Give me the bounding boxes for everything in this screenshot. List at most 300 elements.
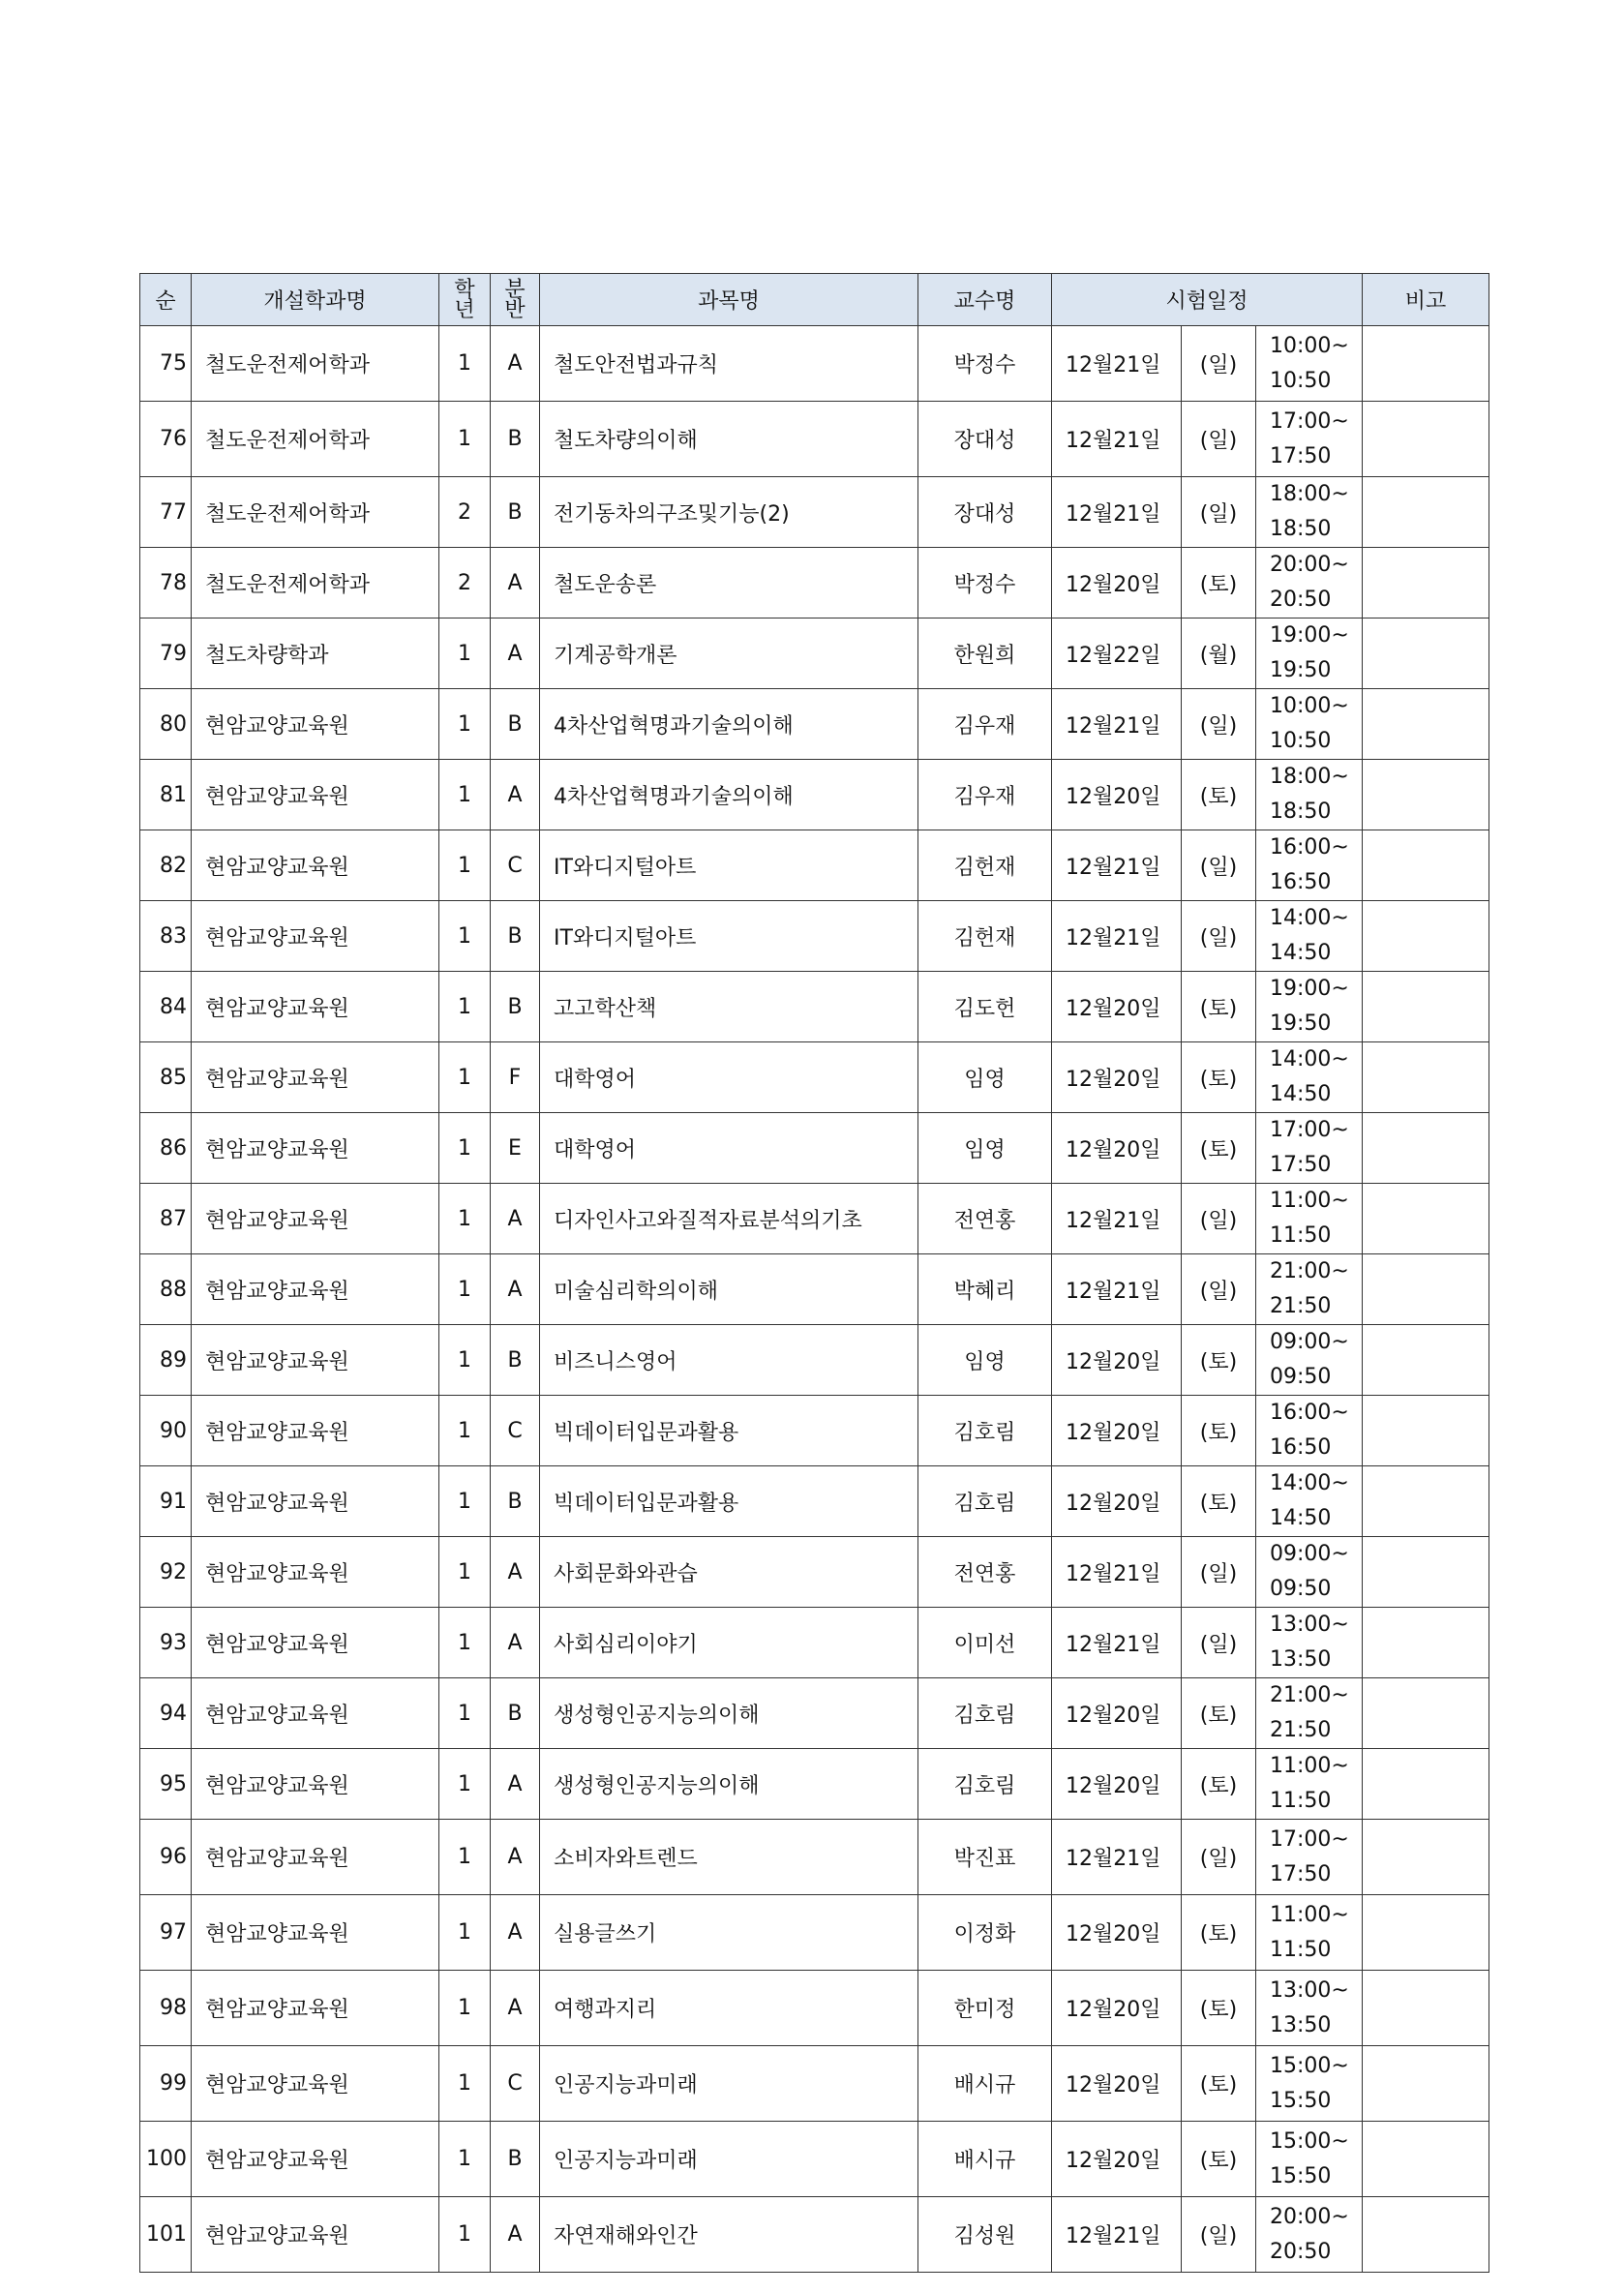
row-professor: 박진표 (918, 1820, 1052, 1895)
row-time (1256, 548, 1363, 619)
row-number: 80 (140, 689, 192, 760)
row-time-start: 17:00~ (1270, 1118, 1349, 1142)
row-grade: 1 (439, 2197, 491, 2273)
row-number: 79 (140, 619, 192, 689)
row-day: (토) (1182, 1678, 1256, 1749)
row-grade: 1 (439, 402, 491, 477)
row-time (1256, 1113, 1363, 1184)
row-time (1256, 1537, 1363, 1608)
row-time-end: 16:50 (1270, 1435, 1332, 1460)
row-time-start: 19:00~ (1270, 623, 1349, 648)
row-professor: 김도헌 (918, 972, 1052, 1042)
row-course: 생성형인공지능의이해 (540, 1678, 918, 1749)
row-time (1256, 477, 1363, 548)
row-time-start: 17:00~ (1270, 408, 1349, 434)
row-number: 75 (140, 326, 192, 402)
row-date: 12월20일 (1052, 760, 1182, 830)
row-section: A (491, 1749, 540, 1820)
row-section: A (491, 1537, 540, 1608)
row-grade: 1 (439, 1820, 491, 1895)
row-time-start: 11:00~ (1270, 1902, 1349, 1927)
row-number: 98 (140, 1971, 192, 2046)
table-row (140, 1820, 1489, 1895)
row-time (1256, 619, 1363, 689)
row-section: A (491, 760, 540, 830)
row-day: (토) (1182, 1325, 1256, 1396)
row-course: 디자인사고와질적자료분석의기초 (540, 1184, 918, 1254)
row-time-end: 20:50 (1270, 2239, 1332, 2264)
row-time (1256, 402, 1363, 477)
row-date: 12월20일 (1052, 1749, 1182, 1820)
table-row (140, 1396, 1489, 1466)
row-grade: 1 (439, 830, 491, 901)
row-time-end: 10:50 (1270, 729, 1332, 753)
row-section: B (491, 689, 540, 760)
row-number: 86 (140, 1113, 192, 1184)
row-time-start: 14:00~ (1270, 1047, 1349, 1071)
row-section: B (491, 972, 540, 1042)
row-section: B (491, 901, 540, 972)
row-date: 12월21일 (1052, 1820, 1182, 1895)
row-time-start: 11:00~ (1270, 1189, 1349, 1213)
row-day: (토) (1182, 1971, 1256, 2046)
row-time-end: 13:50 (1270, 1647, 1332, 1672)
row-section: C (491, 2046, 540, 2122)
table-row (140, 1537, 1489, 1608)
row-date: 12월20일 (1052, 1678, 1182, 1749)
table-row (140, 1325, 1489, 1396)
row-time (1256, 2046, 1363, 2122)
row-section: A (491, 2197, 540, 2273)
table-row (140, 2122, 1489, 2197)
row-time-start: 13:00~ (1270, 1977, 1349, 2003)
row-section: A (491, 1971, 540, 2046)
row-course: 실용글쓰기 (540, 1895, 918, 1971)
row-time-start: 10:00~ (1270, 333, 1349, 358)
header-section (491, 274, 540, 326)
row-course: 철도차량의이해 (540, 402, 918, 477)
row-course: 철도운송론 (540, 548, 918, 619)
row-day: (일) (1182, 1254, 1256, 1325)
row-time-end: 19:50 (1270, 658, 1332, 682)
row-section: B (491, 2122, 540, 2197)
table-row (140, 2197, 1489, 2273)
table-row (140, 689, 1489, 760)
row-note (1363, 326, 1489, 402)
row-time-end: 18:50 (1270, 517, 1332, 541)
row-course: 생성형인공지능의이해 (540, 1749, 918, 1820)
row-professor: 김헌재 (918, 830, 1052, 901)
row-grade: 1 (439, 1895, 491, 1971)
row-note (1363, 402, 1489, 477)
row-professor: 배시규 (918, 2122, 1052, 2197)
row-time (1256, 1608, 1363, 1678)
row-date: 12월20일 (1052, 2122, 1182, 2197)
row-time-end: 11:50 (1270, 1789, 1332, 1813)
row-day: (토) (1182, 2046, 1256, 2122)
row-day: (토) (1182, 1113, 1256, 1184)
row-time (1256, 830, 1363, 901)
row-professor: 임영 (918, 1042, 1052, 1113)
row-professor: 김우재 (918, 760, 1052, 830)
row-number: 94 (140, 1678, 192, 1749)
row-day: (월) (1182, 619, 1256, 689)
header-grade (439, 274, 491, 326)
header-grade-bottom: 년 (454, 297, 475, 322)
row-note (1363, 689, 1489, 760)
row-time-start: 21:00~ (1270, 1259, 1349, 1283)
row-dept: 현암교양교육원 (192, 1608, 439, 1678)
header-dept: 개설학과명 (192, 274, 439, 326)
row-note (1363, 901, 1489, 972)
row-day: (일) (1182, 689, 1256, 760)
row-note (1363, 2122, 1489, 2197)
row-time-end: 15:50 (1270, 2163, 1332, 2188)
row-time (1256, 1895, 1363, 1971)
row-dept: 현암교양교육원 (192, 689, 439, 760)
row-note (1363, 1895, 1489, 1971)
row-day: (토) (1182, 1749, 1256, 1820)
row-professor: 김헌재 (918, 901, 1052, 972)
row-number: 85 (140, 1042, 192, 1113)
row-day: (일) (1182, 1537, 1256, 1608)
row-dept: 철도차량학과 (192, 619, 439, 689)
row-professor: 박정수 (918, 326, 1052, 402)
header-seq: 순 (140, 274, 192, 326)
row-date: 12월20일 (1052, 548, 1182, 619)
row-number: 82 (140, 830, 192, 901)
row-time-start: 11:00~ (1270, 1754, 1349, 1778)
row-course: IT와디지털아트 (540, 901, 918, 972)
row-dept: 현암교양교육원 (192, 1749, 439, 1820)
header-grade-top: 학 (454, 277, 475, 302)
row-date: 12월21일 (1052, 326, 1182, 402)
row-number: 89 (140, 1325, 192, 1396)
table-row (140, 830, 1489, 901)
row-time-end: 14:50 (1270, 1082, 1332, 1106)
row-date: 12월21일 (1052, 2197, 1182, 2273)
row-dept: 현암교양교육원 (192, 760, 439, 830)
row-professor: 이정화 (918, 1895, 1052, 1971)
table-row (140, 1749, 1489, 1820)
row-course: 사회문화와관습 (540, 1537, 918, 1608)
table-row (140, 1608, 1489, 1678)
row-course: 미술심리학의이해 (540, 1254, 918, 1325)
row-number: 84 (140, 972, 192, 1042)
row-time-start: 15:00~ (1270, 2053, 1349, 2078)
table-body (140, 326, 1489, 2273)
row-number: 95 (140, 1749, 192, 1820)
row-section: B (491, 477, 540, 548)
row-professor: 박정수 (918, 548, 1052, 619)
row-day: (토) (1182, 1895, 1256, 1971)
row-course: 4차산업혁명과기술의이해 (540, 760, 918, 830)
row-professor: 김호림 (918, 1749, 1052, 1820)
row-number: 88 (140, 1254, 192, 1325)
row-number: 99 (140, 2046, 192, 2122)
row-time-end: 15:50 (1270, 2088, 1332, 2113)
row-section: A (491, 1820, 540, 1895)
table-row (140, 1895, 1489, 1971)
row-time-start: 16:00~ (1270, 1401, 1349, 1425)
row-note (1363, 1042, 1489, 1113)
row-dept: 현암교양교육원 (192, 2197, 439, 2273)
row-number: 93 (140, 1608, 192, 1678)
row-professor: 임영 (918, 1325, 1052, 1396)
row-day: (일) (1182, 402, 1256, 477)
row-time (1256, 326, 1363, 402)
row-number: 97 (140, 1895, 192, 1971)
row-number: 90 (140, 1396, 192, 1466)
row-note (1363, 2197, 1489, 2273)
row-section: F (491, 1042, 540, 1113)
row-grade: 1 (439, 1678, 491, 1749)
table-row (140, 2046, 1489, 2122)
row-course: 대학영어 (540, 1042, 918, 1113)
header-professor: 교수명 (918, 274, 1052, 326)
row-course: 소비자와트렌드 (540, 1820, 918, 1895)
row-time-end: 09:50 (1270, 1577, 1332, 1601)
row-note (1363, 1749, 1489, 1820)
row-note (1363, 2046, 1489, 2122)
row-time-start: 09:00~ (1270, 1330, 1349, 1354)
row-number: 92 (140, 1537, 192, 1608)
row-grade: 1 (439, 1396, 491, 1466)
row-number: 87 (140, 1184, 192, 1254)
row-time-start: 17:00~ (1270, 1826, 1349, 1852)
row-date: 12월20일 (1052, 1396, 1182, 1466)
header-section-bottom: 반 (504, 297, 526, 322)
row-course: 비즈니스영어 (540, 1325, 918, 1396)
row-dept: 철도운전제어학과 (192, 402, 439, 477)
row-note (1363, 477, 1489, 548)
row-time (1256, 972, 1363, 1042)
row-time-start: 18:00~ (1270, 482, 1349, 506)
row-section: B (491, 402, 540, 477)
table-row (140, 1466, 1489, 1537)
row-day: (토) (1182, 2122, 1256, 2197)
row-time-start: 20:00~ (1270, 553, 1349, 577)
row-date: 12월21일 (1052, 402, 1182, 477)
table-row (140, 1184, 1489, 1254)
row-time (1256, 1396, 1363, 1466)
row-time-end: 17:50 (1270, 443, 1332, 468)
row-number: 78 (140, 548, 192, 619)
row-time-end: 16:50 (1270, 870, 1332, 894)
row-dept: 현암교양교육원 (192, 1042, 439, 1113)
row-grade: 1 (439, 1537, 491, 1608)
row-note (1363, 760, 1489, 830)
table-row (140, 402, 1489, 477)
row-note (1363, 619, 1489, 689)
row-time (1256, 1325, 1363, 1396)
row-section: A (491, 1608, 540, 1678)
row-dept: 현암교양교육원 (192, 901, 439, 972)
row-grade: 2 (439, 477, 491, 548)
row-number: 96 (140, 1820, 192, 1895)
row-time-end: 14:50 (1270, 941, 1332, 965)
table-row (140, 548, 1489, 619)
row-grade: 1 (439, 1608, 491, 1678)
row-grade: 1 (439, 2122, 491, 2197)
row-course: 자연재해와인간 (540, 2197, 918, 2273)
table-row (140, 326, 1489, 402)
row-note (1363, 1113, 1489, 1184)
row-number: 77 (140, 477, 192, 548)
row-course: IT와디지털아트 (540, 830, 918, 901)
row-grade: 2 (439, 548, 491, 619)
row-date: 12월21일 (1052, 689, 1182, 760)
row-number: 100 (140, 2122, 192, 2197)
row-grade: 1 (439, 760, 491, 830)
row-course: 전기동차의구조및기능(2) (540, 477, 918, 548)
table-row (140, 1678, 1489, 1749)
row-number: 101 (140, 2197, 192, 2273)
row-grade: 1 (439, 972, 491, 1042)
row-time-start: 15:00~ (1270, 2128, 1349, 2154)
row-time-start: 09:00~ (1270, 1542, 1349, 1566)
row-section: B (491, 1466, 540, 1537)
row-course: 철도안전법과규칙 (540, 326, 918, 402)
row-grade: 1 (439, 1184, 491, 1254)
row-time-end: 19:50 (1270, 1011, 1332, 1036)
row-date: 12월21일 (1052, 477, 1182, 548)
row-note (1363, 830, 1489, 901)
row-day: (일) (1182, 830, 1256, 901)
table-row (140, 760, 1489, 830)
row-time-start: 20:00~ (1270, 2204, 1349, 2229)
header-section-top: 분 (504, 277, 526, 302)
row-day: (토) (1182, 1396, 1256, 1466)
row-time-start: 14:00~ (1270, 1471, 1349, 1495)
header-schedule: 시험일정 (1052, 274, 1363, 326)
row-professor: 박혜리 (918, 1254, 1052, 1325)
row-dept: 현암교양교육원 (192, 1537, 439, 1608)
row-date: 12월20일 (1052, 1895, 1182, 1971)
row-time-end: 11:50 (1270, 1223, 1332, 1248)
row-grade: 1 (439, 1971, 491, 2046)
row-note (1363, 1820, 1489, 1895)
row-date: 12월21일 (1052, 901, 1182, 972)
exam-schedule-table (139, 273, 1489, 2273)
row-date: 12월20일 (1052, 1971, 1182, 2046)
header-course: 과목명 (540, 274, 918, 326)
row-dept: 철도운전제어학과 (192, 548, 439, 619)
row-professor: 전연홍 (918, 1537, 1052, 1608)
header-note: 비고 (1363, 274, 1489, 326)
row-professor: 배시규 (918, 2046, 1052, 2122)
row-day: (일) (1182, 1608, 1256, 1678)
row-number: 81 (140, 760, 192, 830)
row-note (1363, 1325, 1489, 1396)
row-time (1256, 689, 1363, 760)
row-grade: 1 (439, 2046, 491, 2122)
row-section: E (491, 1113, 540, 1184)
row-dept: 철도운전제어학과 (192, 477, 439, 548)
row-dept: 현암교양교육원 (192, 1184, 439, 1254)
row-note (1363, 548, 1489, 619)
row-dept: 현암교양교육원 (192, 1254, 439, 1325)
row-time-start: 13:00~ (1270, 1613, 1349, 1637)
table-row (140, 619, 1489, 689)
row-day: (일) (1182, 901, 1256, 972)
table-row (140, 901, 1489, 972)
row-date: 12월20일 (1052, 2046, 1182, 2122)
row-day: (토) (1182, 1466, 1256, 1537)
row-date: 12월21일 (1052, 830, 1182, 901)
row-time (1256, 2197, 1363, 2273)
row-course: 인공지능과미래 (540, 2122, 918, 2197)
row-date: 12월21일 (1052, 1608, 1182, 1678)
row-time (1256, 1184, 1363, 1254)
row-time-end: 14:50 (1270, 1506, 1332, 1530)
row-grade: 1 (439, 1325, 491, 1396)
table-row (140, 1042, 1489, 1113)
row-time-end: 21:50 (1270, 1294, 1332, 1318)
row-day: (토) (1182, 548, 1256, 619)
row-professor: 김호림 (918, 1466, 1052, 1537)
row-number: 91 (140, 1466, 192, 1537)
row-time-end: 20:50 (1270, 588, 1332, 612)
row-day: (토) (1182, 1042, 1256, 1113)
row-time-start: 14:00~ (1270, 906, 1349, 930)
row-time (1256, 1466, 1363, 1537)
row-professor: 한미정 (918, 1971, 1052, 2046)
row-time-end: 17:50 (1270, 1861, 1332, 1886)
row-date: 12월20일 (1052, 1042, 1182, 1113)
row-note (1363, 1254, 1489, 1325)
row-professor: 장대성 (918, 477, 1052, 548)
row-grade: 1 (439, 619, 491, 689)
row-note (1363, 1537, 1489, 1608)
row-professor: 김성원 (918, 2197, 1052, 2273)
row-note (1363, 972, 1489, 1042)
row-dept: 현암교양교육원 (192, 972, 439, 1042)
row-section: B (491, 1325, 540, 1396)
row-dept: 철도운전제어학과 (192, 326, 439, 402)
row-note (1363, 1608, 1489, 1678)
row-professor: 임영 (918, 1113, 1052, 1184)
row-date: 12월20일 (1052, 972, 1182, 1042)
row-professor: 한원희 (918, 619, 1052, 689)
row-time (1256, 1971, 1363, 2046)
row-dept: 현암교양교육원 (192, 1113, 439, 1184)
row-section: A (491, 326, 540, 402)
row-dept: 현암교양교육원 (192, 1971, 439, 2046)
row-date: 12월20일 (1052, 1466, 1182, 1537)
row-time (1256, 901, 1363, 972)
row-course: 빅데이터입문과활용 (540, 1396, 918, 1466)
row-day: (일) (1182, 326, 1256, 402)
row-time-start: 21:00~ (1270, 1683, 1349, 1707)
table-row (140, 477, 1489, 548)
row-course: 대학영어 (540, 1113, 918, 1184)
row-dept: 현암교양교육원 (192, 1466, 439, 1537)
row-grade: 1 (439, 689, 491, 760)
row-time-end: 09:50 (1270, 1365, 1332, 1389)
row-time-end: 13:50 (1270, 2012, 1332, 2037)
row-grade: 1 (439, 1254, 491, 1325)
row-section: A (491, 619, 540, 689)
row-day: (일) (1182, 2197, 1256, 2273)
row-grade: 1 (439, 1113, 491, 1184)
row-day: (토) (1182, 972, 1256, 1042)
row-dept: 현암교양교육원 (192, 2046, 439, 2122)
row-section: A (491, 548, 540, 619)
row-number: 83 (140, 901, 192, 972)
row-dept: 현암교양교육원 (192, 830, 439, 901)
row-dept: 현암교양교육원 (192, 1678, 439, 1749)
